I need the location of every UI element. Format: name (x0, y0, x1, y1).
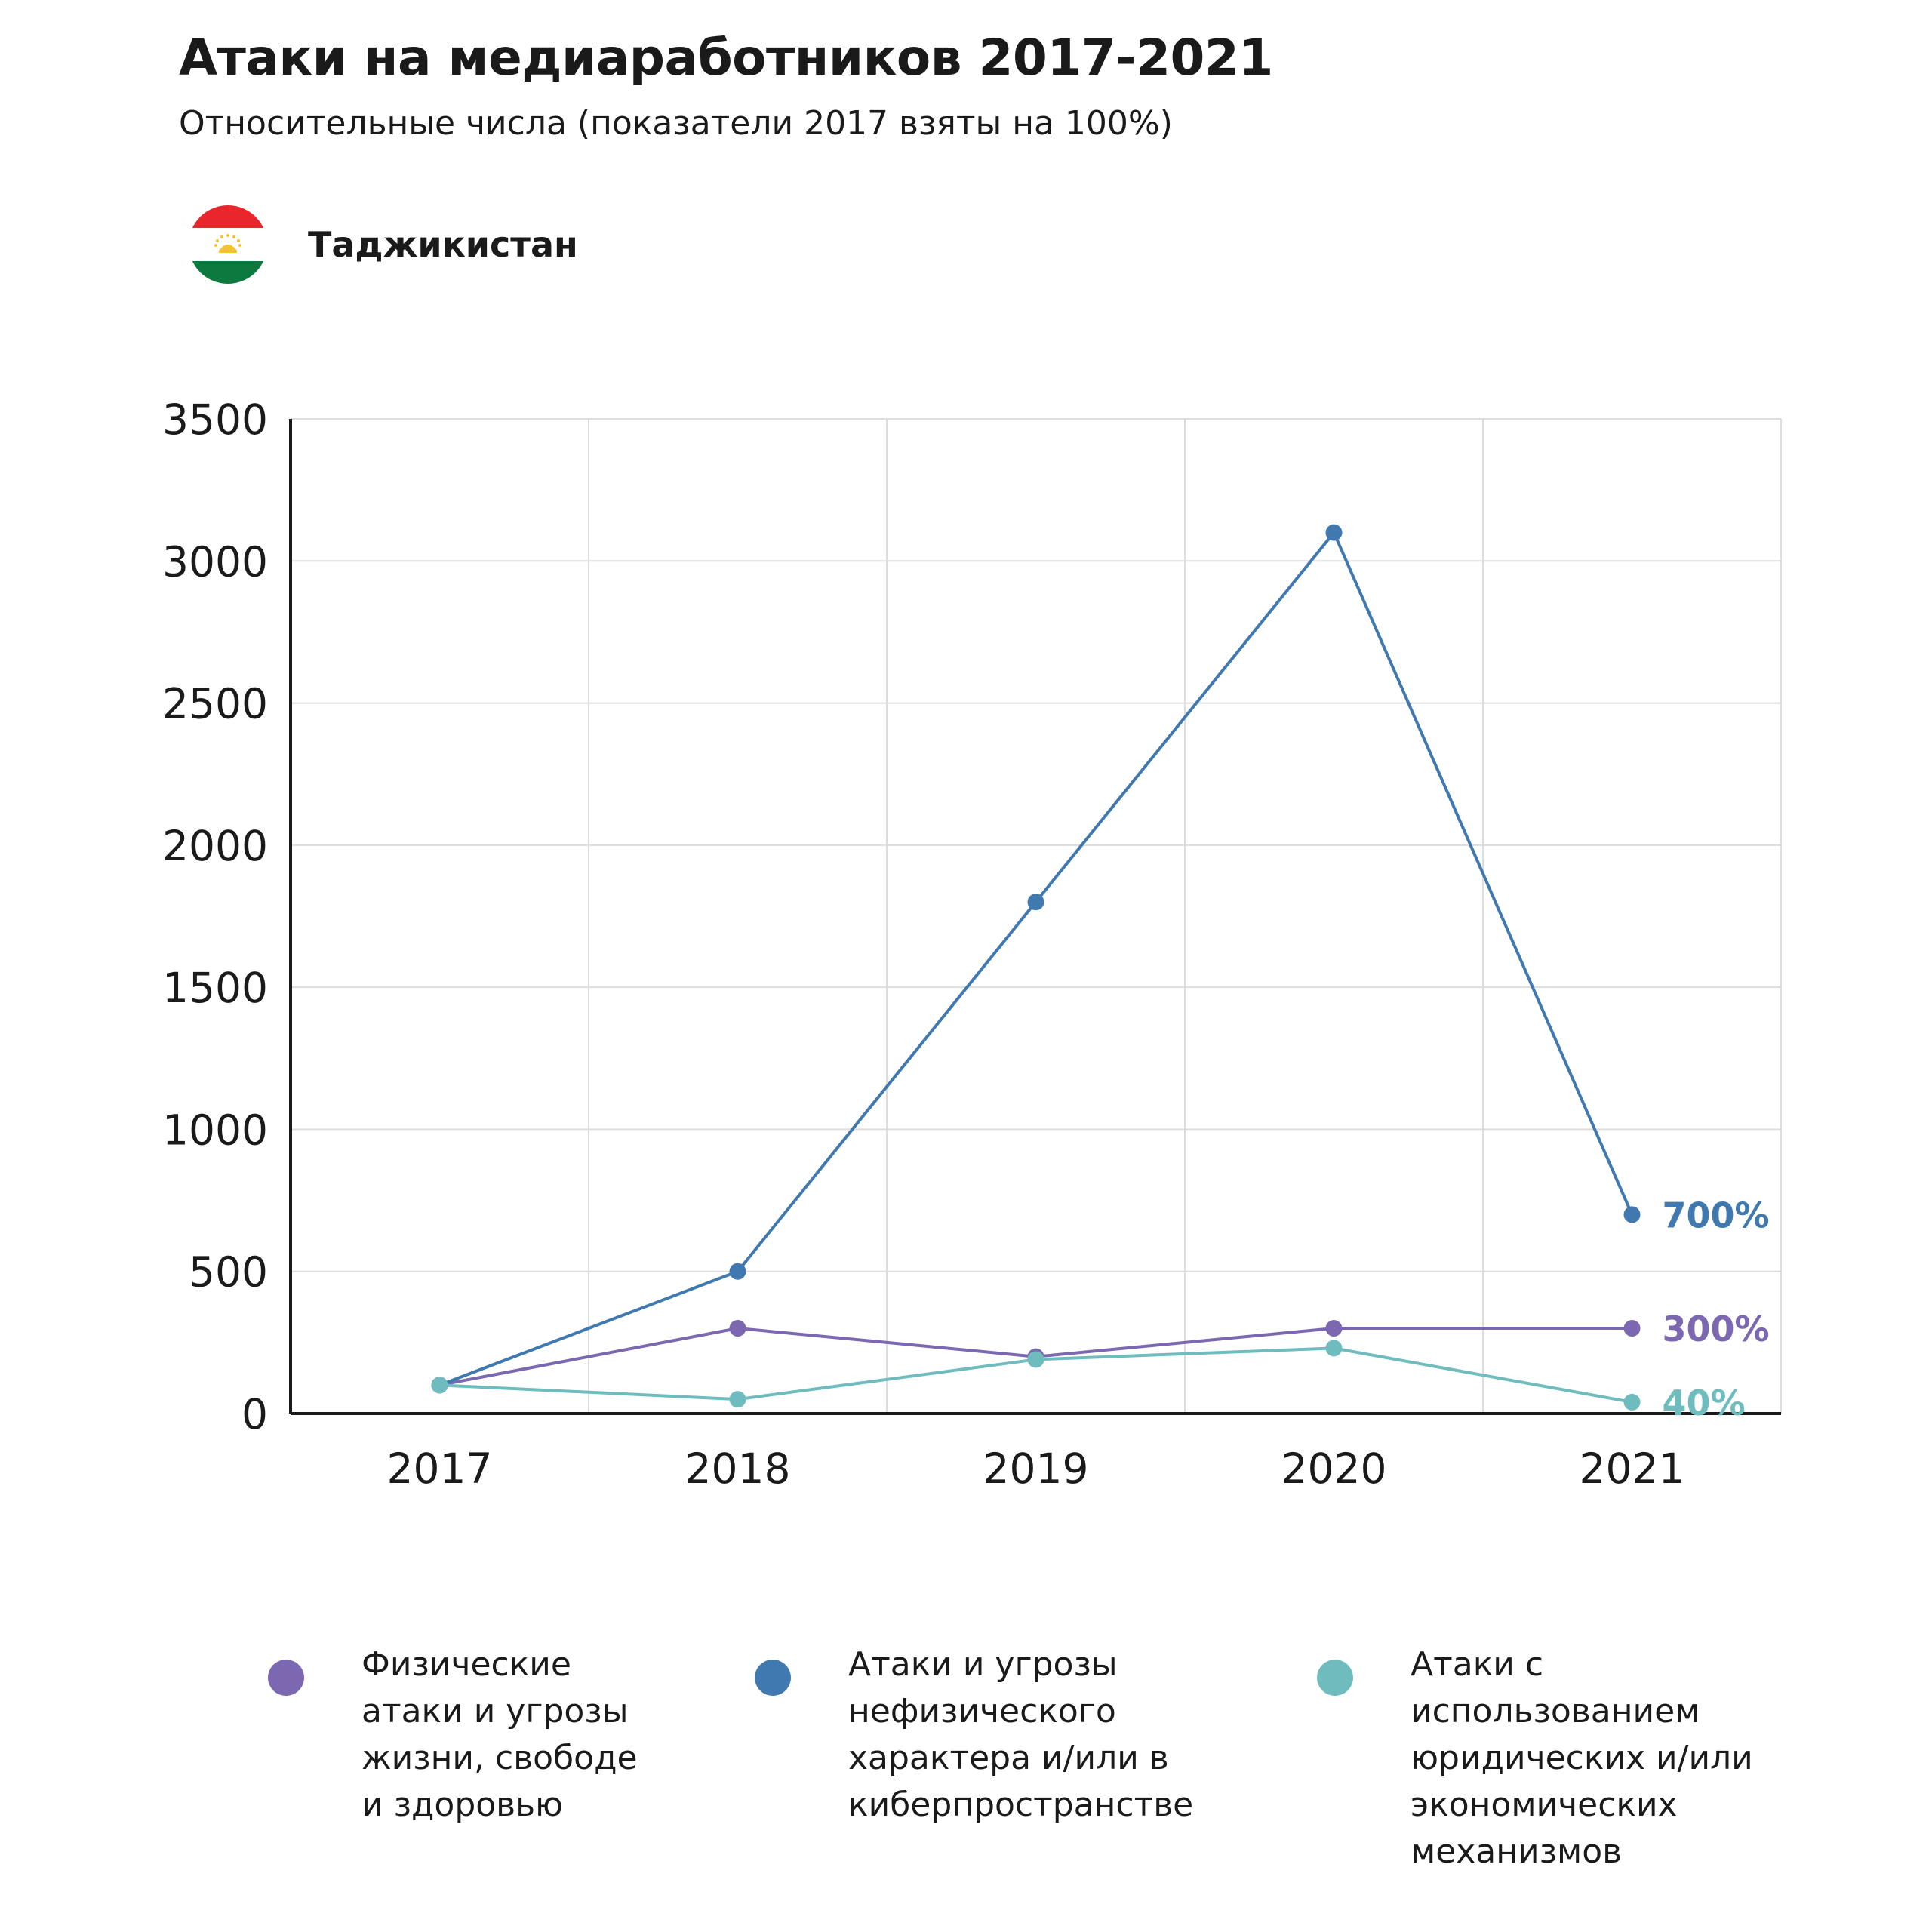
chart-subtitle: Относительные числа (показатели 2017 взяты на 100%) (179, 104, 1173, 143)
x-tick-label: 2020 (1281, 1444, 1387, 1493)
y-tick-label: 1000 (162, 1106, 268, 1155)
y-tick-label: 2500 (162, 679, 268, 728)
data-point (1326, 525, 1343, 541)
x-tick-label: 2017 (386, 1444, 493, 1493)
legend-item (755, 1641, 1317, 1875)
y-tick-label: 2000 (162, 821, 268, 870)
x-tick-label: 2021 (1579, 1444, 1685, 1493)
y-tick-label: 500 (189, 1247, 268, 1297)
chart-title: Атаки на медиаработников 2017-2021 (179, 29, 1273, 87)
country-name: Таджикистан (308, 224, 578, 265)
data-point (730, 1391, 746, 1407)
legend-marker (755, 1660, 791, 1696)
y-tick-label: 3000 (162, 537, 268, 586)
legend-marker (268, 1660, 304, 1696)
data-point (1028, 1351, 1044, 1367)
series-line (440, 533, 1632, 1386)
legend-item (1317, 1641, 1815, 1875)
x-tick-label: 2019 (983, 1444, 1089, 1493)
data-point (432, 1377, 448, 1393)
data-point (1326, 1340, 1343, 1356)
end-value-label: 700% (1662, 1195, 1770, 1236)
data-point (1326, 1320, 1343, 1337)
data-point (730, 1263, 746, 1280)
legend-label: Физические атаки и угрозы жизни, свободе и здоровью (361, 1645, 638, 1824)
legend-item (268, 1641, 755, 1875)
data-point (1028, 894, 1044, 910)
data-point (1624, 1206, 1641, 1223)
end-value-label: 40% (1662, 1382, 1746, 1423)
x-tick-label: 2018 (685, 1444, 791, 1493)
y-tick-label: 3500 (162, 395, 268, 444)
data-point (730, 1320, 746, 1337)
end-value-label: 300% (1662, 1309, 1770, 1350)
legend-marker (1317, 1660, 1353, 1696)
chart-legend (268, 1641, 1815, 1875)
y-tick-label: 1500 (162, 964, 268, 1013)
legend-label: Атаки с использованием юридических и/или экономических механизмов (1411, 1645, 1753, 1871)
data-point (1624, 1394, 1641, 1411)
y-tick-label: 0 (242, 1390, 268, 1438)
legend-label: Атаки и угрозы нефизического характера и/или в киберпространстве (848, 1645, 1194, 1824)
data-point (1624, 1320, 1641, 1337)
